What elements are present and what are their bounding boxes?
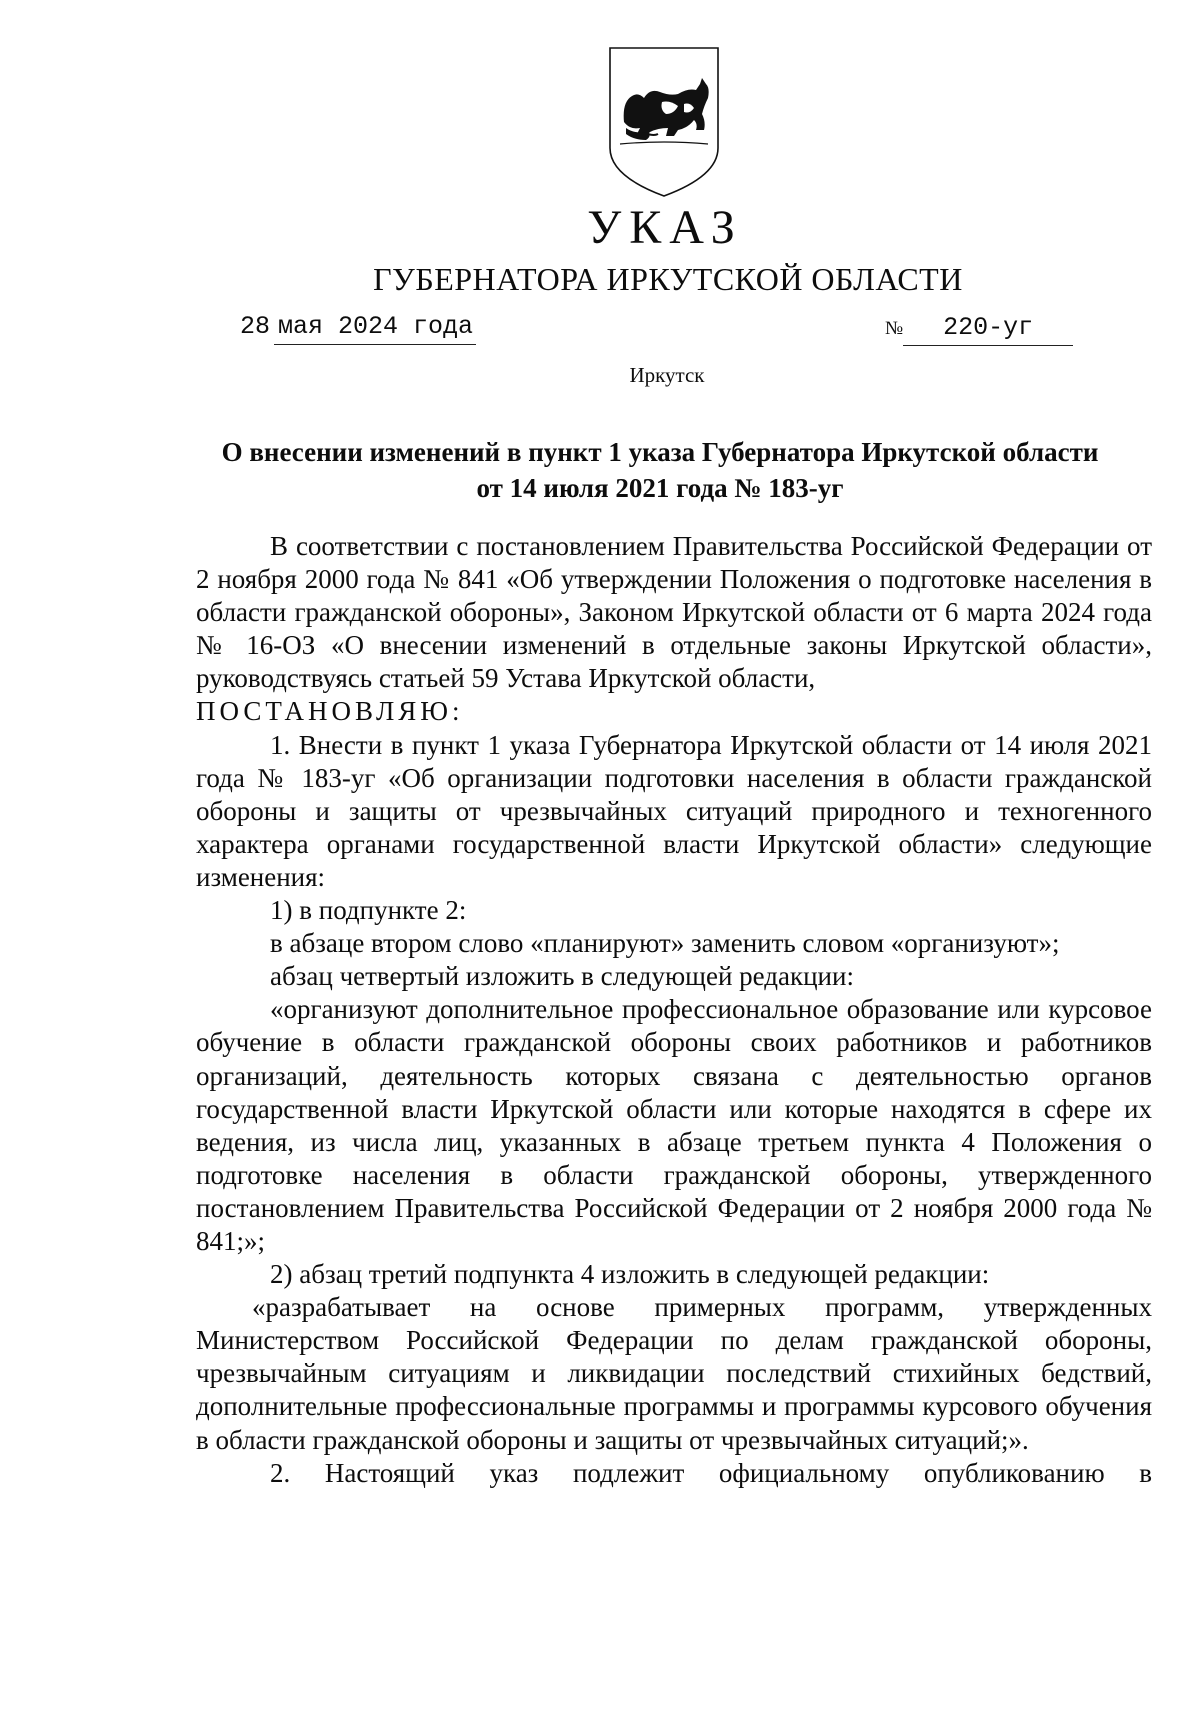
document-city: Иркутск: [629, 363, 705, 387]
document-subtitle: ГУБЕРНАТОРА ИРКУТСКОЙ ОБЛАСТИ: [373, 261, 963, 297]
document-date: [240, 312, 476, 345]
subitem-1-paragraph: 1) в подпункте 2:: [270, 895, 467, 926]
number-sign: №: [885, 318, 904, 339]
item-2-paragraph: 2. Настоящий указ подлежит официальному опубликованию в: [270, 1457, 1152, 1488]
heading-line-1: О внесении изменений в пункт 1 указа Губернатора Иркутской области: [221, 437, 1099, 467]
decree-word: ПОСТАНОВЛЯЮ:: [196, 696, 464, 727]
subitem-1-b-paragraph: абзац четвертый изложить в следующей редакции:: [270, 961, 854, 992]
subitem-1-a-paragraph: в абзаце втором слово «планируют» заменить словом «организуют»;: [270, 928, 1060, 959]
document-number: [885, 312, 1073, 346]
preamble-paragraph: В соответствии с постановлением Правительства Российской Федерации от 2 ноября 2000 года № 841 «Об утверждении Положения о подготовке населения в области гражданской обороны», Законом Иркутской области от 6 марта 2024 года № 16-ОЗ «О внесении изменений в отдельные законы Иркутской области», руководствуясь статьей 59 Устава Иркутской области,: [196, 531, 1152, 694]
subitem-2-quote-paragraph: «разрабатывает на основе примерных программ, утвержденных Министерством Российской Федерации по делам гражданской обороны, чрезвычайным ситуациям и ликвидации последствий стихийных бедствий, дополнительные профессиональные программы и программы курсового обучения в области гражданской обороны и защиты от чрезвычайных ситуаций;».: [196, 1292, 1152, 1455]
document-title: УКАЗ: [587, 201, 743, 254]
heading-line-2: от 14 июля 2021 года № 183-уг: [476, 473, 844, 503]
subitem-2-paragraph: 2) абзац третий подпункта 4 изложить в следующей редакции:: [270, 1259, 990, 1290]
number-value: 220-уг: [903, 313, 1073, 346]
document-heading: [180, 434, 1140, 506]
subitem-1-quote-paragraph: «организуют дополнительное профессиональное образование или курсовое обучение в области гражданской обороны своих работников и работников организаций, деятельность которых связана с деятельностью органов государственной власти Иркутской области или которые находятся в сфере их ведения, из числа лиц, указанных в абзаце третьем пункта 4 Положения о подготовке населения в области гражданской обороны, утвержденного постановлением Правительства Российской Федерации от 2 ноября 2000 года № 841;»;: [196, 994, 1152, 1256]
document-body: [196, 530, 1152, 1490]
date-day: 28: [240, 312, 271, 341]
date-month-year: мая 2024 года: [274, 312, 476, 345]
item-1-paragraph: 1. Внести в пункт 1 указа Губернатора Иркутской области от 14 июля 2021 года № 183-уг «Об организации подготовки населения в области гражданской обороны и защиты от чрезвычайных ситуаций природного и техногенного характера органами государственной власти Иркутской области» следующие изменения:: [196, 729, 1152, 892]
coat-of-arms-emblem: [604, 44, 724, 200]
